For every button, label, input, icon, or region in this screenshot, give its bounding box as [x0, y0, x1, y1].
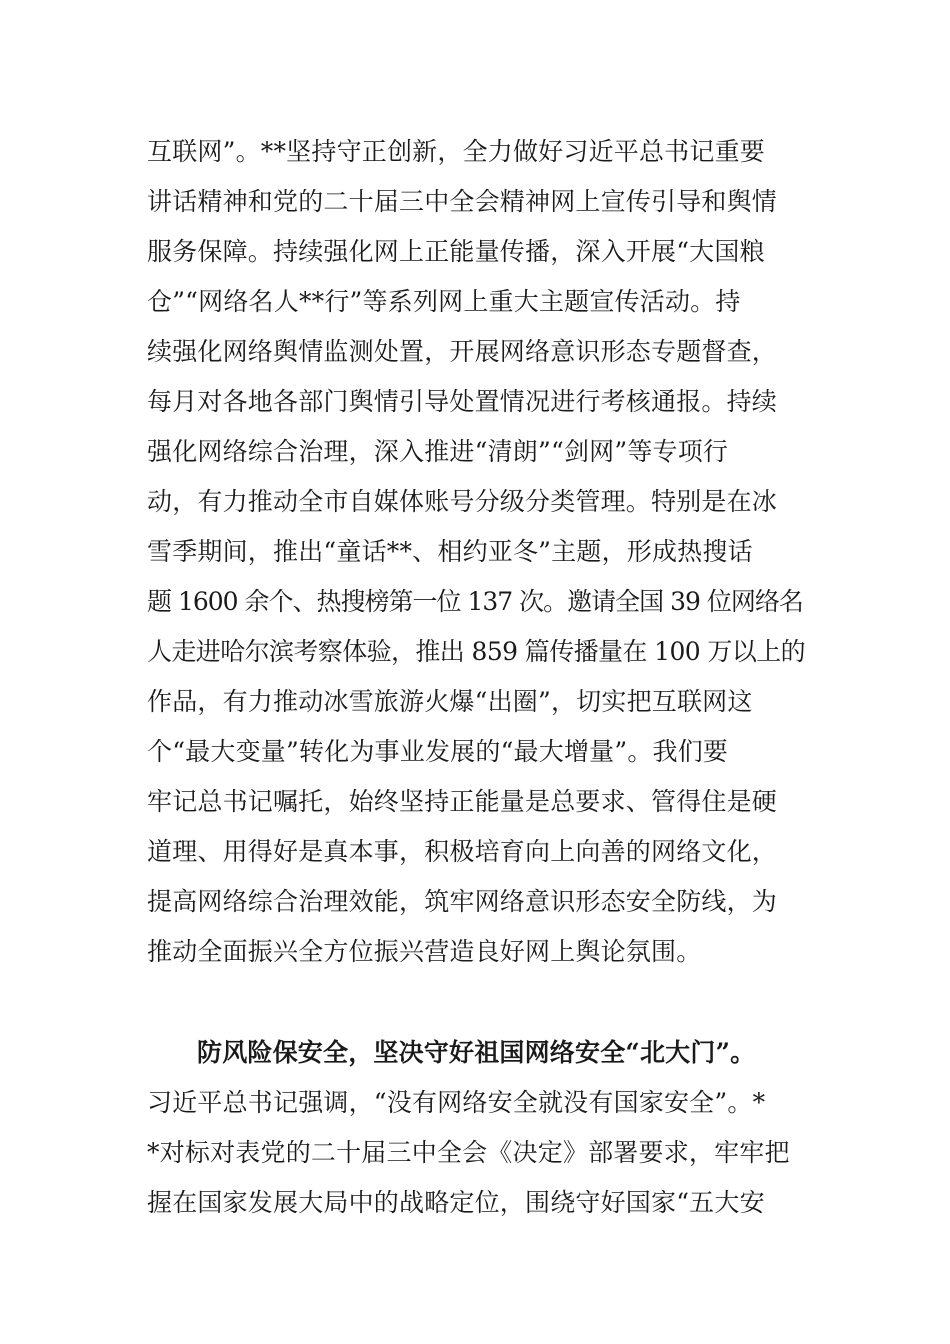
- paragraph1-line: 仓”“网络名人**行”等系列网上重大主题宣传活动。持: [147, 287, 741, 316]
- paragraph1-line: 强化网络综合治理，深入推进“清朗”“剑网”等专项行: [147, 437, 729, 466]
- paragraph1-line: 个“最大变量”转化为事业发展的“最大增量”。我们要: [147, 737, 729, 766]
- paragraph1-line: 牢记总书记嘱托，始终坚持正能量是总要求、管得住是硬: [147, 787, 778, 816]
- paragraph1-line: 人走进哈尔滨考察体验，推出 859 篇传播量在 100 万以上的: [147, 637, 806, 666]
- paragraph1-line: 每月对各地各部门舆情引导处置情况进行考核通报。持续: [147, 387, 778, 416]
- paragraph1-line: 提高网络综合治理效能，筑牢网络意识形态安全防线，为: [147, 887, 778, 916]
- paragraph2-line: *对标对表党的二十届三中全会《决定》部署要求，牢牢把: [147, 1138, 790, 1167]
- paragraph2-line: 握在国家发展大局中的战略定位，围绕守好国家“五大安: [147, 1188, 765, 1217]
- paragraph1-line: 服务保障。持续强化网上正能量传播，深入开展“大国粮: [147, 237, 765, 266]
- paragraph1-line: 作品，有力推动冰雪旅游火爆“出圈”，切实把互联网这: [147, 687, 753, 716]
- paragraph2-line: 习近平总书记强调，“没有网络安全就没有国家安全”。*: [147, 1088, 766, 1117]
- paragraph1-line: 续强化网络舆情监测处置，开展网络意识形态专题督查，: [147, 337, 778, 366]
- paragraph1-line: 题 1600 余个、热搜榜第一位 137 次。邀请全国 39 位网络名: [147, 587, 803, 616]
- paragraph1-line: 道理、用得好是真本事，积极培育向上向善的网络文化，: [147, 837, 778, 866]
- paragraph1-line: 互联网”。**坚持守正创新，全力做好习近平总书记重要: [147, 137, 765, 166]
- paragraph1-line: 雪季期间，推出“童话**、相约亚冬”主题，形成热搜话: [147, 537, 753, 566]
- paragraph1-line: 推动全面振兴全方位振兴营造良好网上舆论氛围。: [147, 937, 702, 966]
- paragraph1-line: 讲话精神和党的二十届三中全会精神网上宣传引导和舆情: [147, 187, 778, 216]
- paragraph1-line: 动，有力推动全市自媒体账号分级分类管理。特别是在冰: [147, 487, 778, 516]
- section-heading: 防风险保安全，坚决守好祖国网络安全“北大门”。: [197, 1038, 756, 1067]
